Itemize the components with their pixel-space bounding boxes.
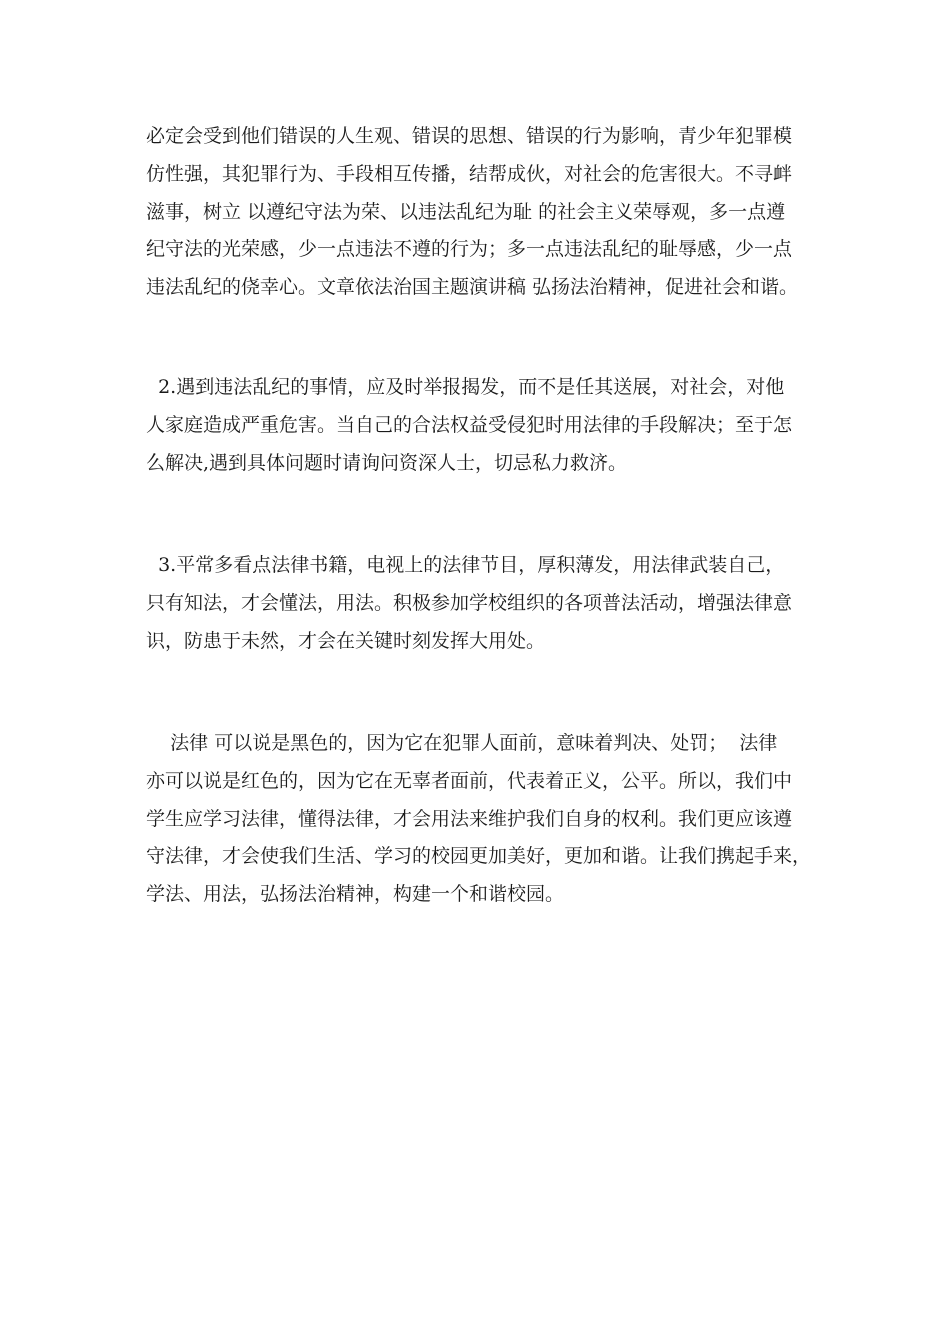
paragraph-1 xyxy=(146,118,816,307)
paragraph-line: 学生应学习法律，懂得法律，才会用法来维护我们自身的权利。我们更应该遵 xyxy=(146,807,793,830)
paragraph-3 xyxy=(146,547,816,660)
paragraph-line: 纪守法的光荣感，少一点违法不遵的行为；多一点违法乱纪的耻辱感，少一点 xyxy=(146,238,793,261)
paragraph-line: 亦可以说是红色的，因为它在无辜者面前，代表着正义，公平。所以，我们中 xyxy=(146,769,793,792)
paragraph-4 xyxy=(146,725,816,914)
paragraph-line: 必定会受到他们错误的人生观、错误的思想、错误的行为影响，青少年犯罪模 xyxy=(146,125,793,147)
paragraph-line: 3.平常多看点法律书籍，电视上的法律节目，厚积薄发，用法律武装自己， xyxy=(146,554,785,576)
paragraph-line: 仿性强，其犯罪行为、手段相互传播，结帮成伙，对社会的危害很大。不寻衅 xyxy=(146,162,793,185)
paragraph-line: 守法律，才会使我们生活、学习的校园更加美好，更加和谐。让我们携起手来， xyxy=(146,845,812,868)
paragraph-line: 只有知法，才会懂法，用法。积极参加学校组织的各项普法活动，增强法律意 xyxy=(146,591,793,614)
paragraph-line: 滋事，树立 以遵纪守法为荣、以违法乱纪为耻 的社会主义荣辱观，多一点遵 xyxy=(146,200,786,223)
paragraph-line: 2.遇到违法乱纪的事情，应及时举报揭发，而不是任其送展，对社会，对他 xyxy=(146,376,785,398)
paragraph-line: 人家庭造成严重危害。当自己的合法权益受侵犯时用法律的手段解决；至于怎 xyxy=(146,413,793,436)
paragraph-line: 违法乱纪的侥幸心。文章依法治国主题演讲稿 弘扬法治精神，促进社会和谐。 xyxy=(146,276,799,299)
paragraph-line: 么解决,遇到具体问题时请询问资深人士，切忌私力救济。 xyxy=(146,451,628,474)
paragraph-line: 法律 可以说是黑色的，因为它在犯罪人面前，意味着判决、处罚； 法律 xyxy=(146,732,778,754)
paragraph-line: 识，防患于未然，才会在关键时刻发挥大用处。 xyxy=(146,629,546,652)
paragraph-2 xyxy=(146,369,816,482)
paragraph-line: 学法、用法，弘扬法治精神，构建一个和谐校园。 xyxy=(146,883,565,906)
